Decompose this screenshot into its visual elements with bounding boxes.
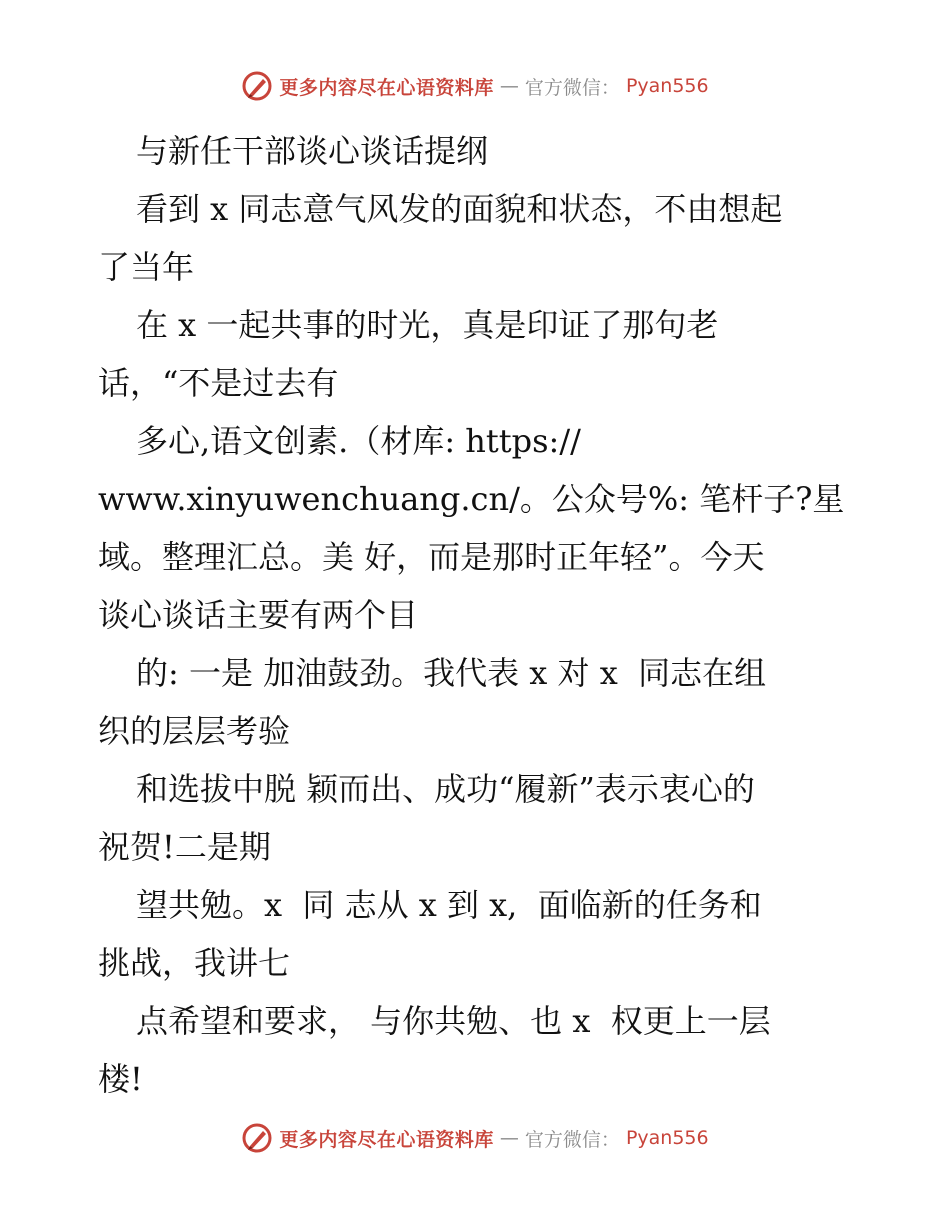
paragraph-line: 在 x 一起共事的时光，真是印证了那句老	[136, 306, 719, 344]
header-banner	[0, 70, 950, 102]
paragraph-line: 的: 一是 加油鼓劲。我代表 x 对 x 同志在组	[136, 654, 767, 692]
paragraph-line: 话，“不是过去有	[98, 364, 339, 402]
paragraph-line: 看到 x 同志意气风发的面貌和状态，不由想起	[136, 190, 783, 228]
paragraph-line: 挑战，我讲七	[98, 944, 291, 982]
paragraph-line: 祝贺!二是期	[98, 828, 271, 866]
banner-wechat-id: Pyan556	[625, 75, 709, 97]
banner-official-label: 官方微信：	[524, 76, 620, 99]
paragraph-line: 织的层层考验	[98, 712, 291, 750]
document-title: 与新任干部谈心谈话提纲	[136, 132, 489, 170]
banner-dash: —	[499, 75, 519, 97]
pen-logo-icon	[241, 1122, 273, 1154]
banner-text: 更多内容尽在心语资料库	[279, 1128, 494, 1151]
document-body	[98, 122, 868, 1108]
paragraph-line: 了当年	[98, 248, 195, 286]
paragraph-line: 域。整理汇总。美 好，而是那时正年轻”。今天	[98, 538, 765, 576]
footer-banner	[0, 1122, 950, 1154]
paragraph-line: 点希望和要求， 与你共勉、也 x 权更上一层	[136, 1002, 771, 1040]
banner-dash: —	[499, 1127, 519, 1149]
paragraph-line: www.xinyuwenchuang.cn/。公众号%: 笔杆子?星	[98, 480, 845, 518]
banner-official-label: 官方微信：	[524, 1128, 620, 1151]
pen-logo-icon	[241, 70, 273, 102]
paragraph-line: 多心,语文创素.（材库: https://	[136, 422, 581, 460]
banner-text: 更多内容尽在心语资料库	[279, 76, 494, 99]
paragraph-line: 谈心谈话主要有两个目	[98, 596, 419, 634]
paragraph-line: 望共勉。x 同 志从 x 到 x, 面临新的任务和	[136, 886, 762, 924]
banner-wechat-id: Pyan556	[625, 1127, 709, 1149]
paragraph-line: 楼!	[98, 1060, 143, 1098]
paragraph-line: 和选拔中脱 颖而出、成功“履新”表示衷心的	[136, 770, 755, 808]
